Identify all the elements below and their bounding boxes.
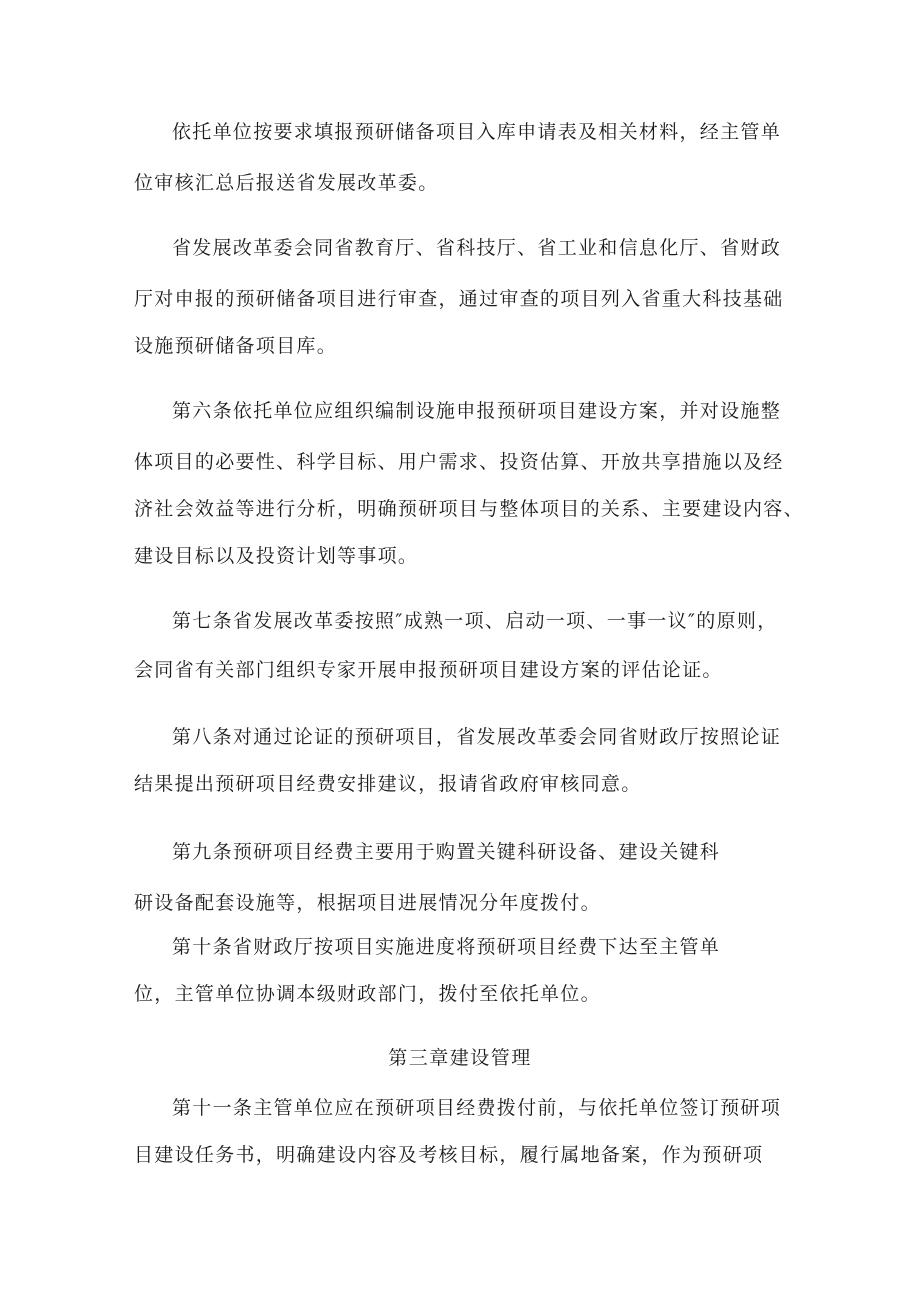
paragraph-3-line-2: 体项目的必要性、科学目标、用户需求、投资估算、开放共享措施以及经	[134, 451, 784, 473]
paragraph-2-line-2: 厅对申报的预研储备项目进行审查，通过审查的项目列入省重大科技基础	[134, 288, 784, 310]
paragraph-2-line-1: 省发展改革委会同省教育厅、省科技厅、省工业和信息化厅、省财政	[172, 237, 782, 259]
paragraph-1-line-2: 位审核汇总后报送省发展改革委。	[134, 172, 439, 194]
paragraph-3-line-4: 建设目标以及投资计划等事项。	[134, 545, 419, 567]
paragraph-7-line-2: 位，主管单位协调本级财政部门，拨付至依托单位。	[134, 983, 601, 1005]
paragraph-6-line-2: 研设备配套设施等，根据项目进展情况分年度拨付。	[134, 892, 601, 914]
chapter-heading: 第三章建设管理	[388, 1047, 532, 1069]
paragraph-4-line-2: 会同省有关部门组织专家开展申报预研项目建设方案的评估论证。	[134, 659, 723, 681]
paragraph-7-line-1: 第十条省财政厅按项目实施进度将预研项目经费下达至主管单	[172, 936, 721, 958]
paragraph-2-line-3: 设施预研储备项目库。	[134, 335, 338, 357]
paragraph-5-line-1: 第八条对通过论证的预研项目，省发展改革委会同省财政厅按照论证	[172, 726, 782, 748]
paragraph-4-line-1: 第七条省发展改革委按照″成熟一项、启动一项、一事一议″的原则，	[172, 610, 778, 632]
paragraph-3-line-1: 第六条依托单位应组织编制设施申报预研项目建设方案，并对设施整	[172, 400, 782, 422]
paragraph-3-line-3: 济社会效益等进行分析，明确预研项目与整体项目的关系、主要建设内容、	[134, 498, 804, 520]
paragraph-8-line-2: 目建设任务书，明确建设内容及考核目标，履行属地备案，作为预研项	[134, 1144, 764, 1166]
paragraph-6-line-1: 第九条预研项目经费主要用于购置关键科研设备、建设关键科	[172, 841, 721, 863]
paragraph-1-line-1: 依托单位按要求填报预研储备项目入库申请表及相关材料，经主管单	[172, 121, 782, 143]
paragraph-5-line-2: 结果提出预研项目经费安排建议，报请省政府审核同意。	[134, 773, 642, 795]
paragraph-8-line-1: 第十一条主管单位应在预研项目经费拨付前，与依托单位签订预研项	[172, 1097, 782, 1119]
